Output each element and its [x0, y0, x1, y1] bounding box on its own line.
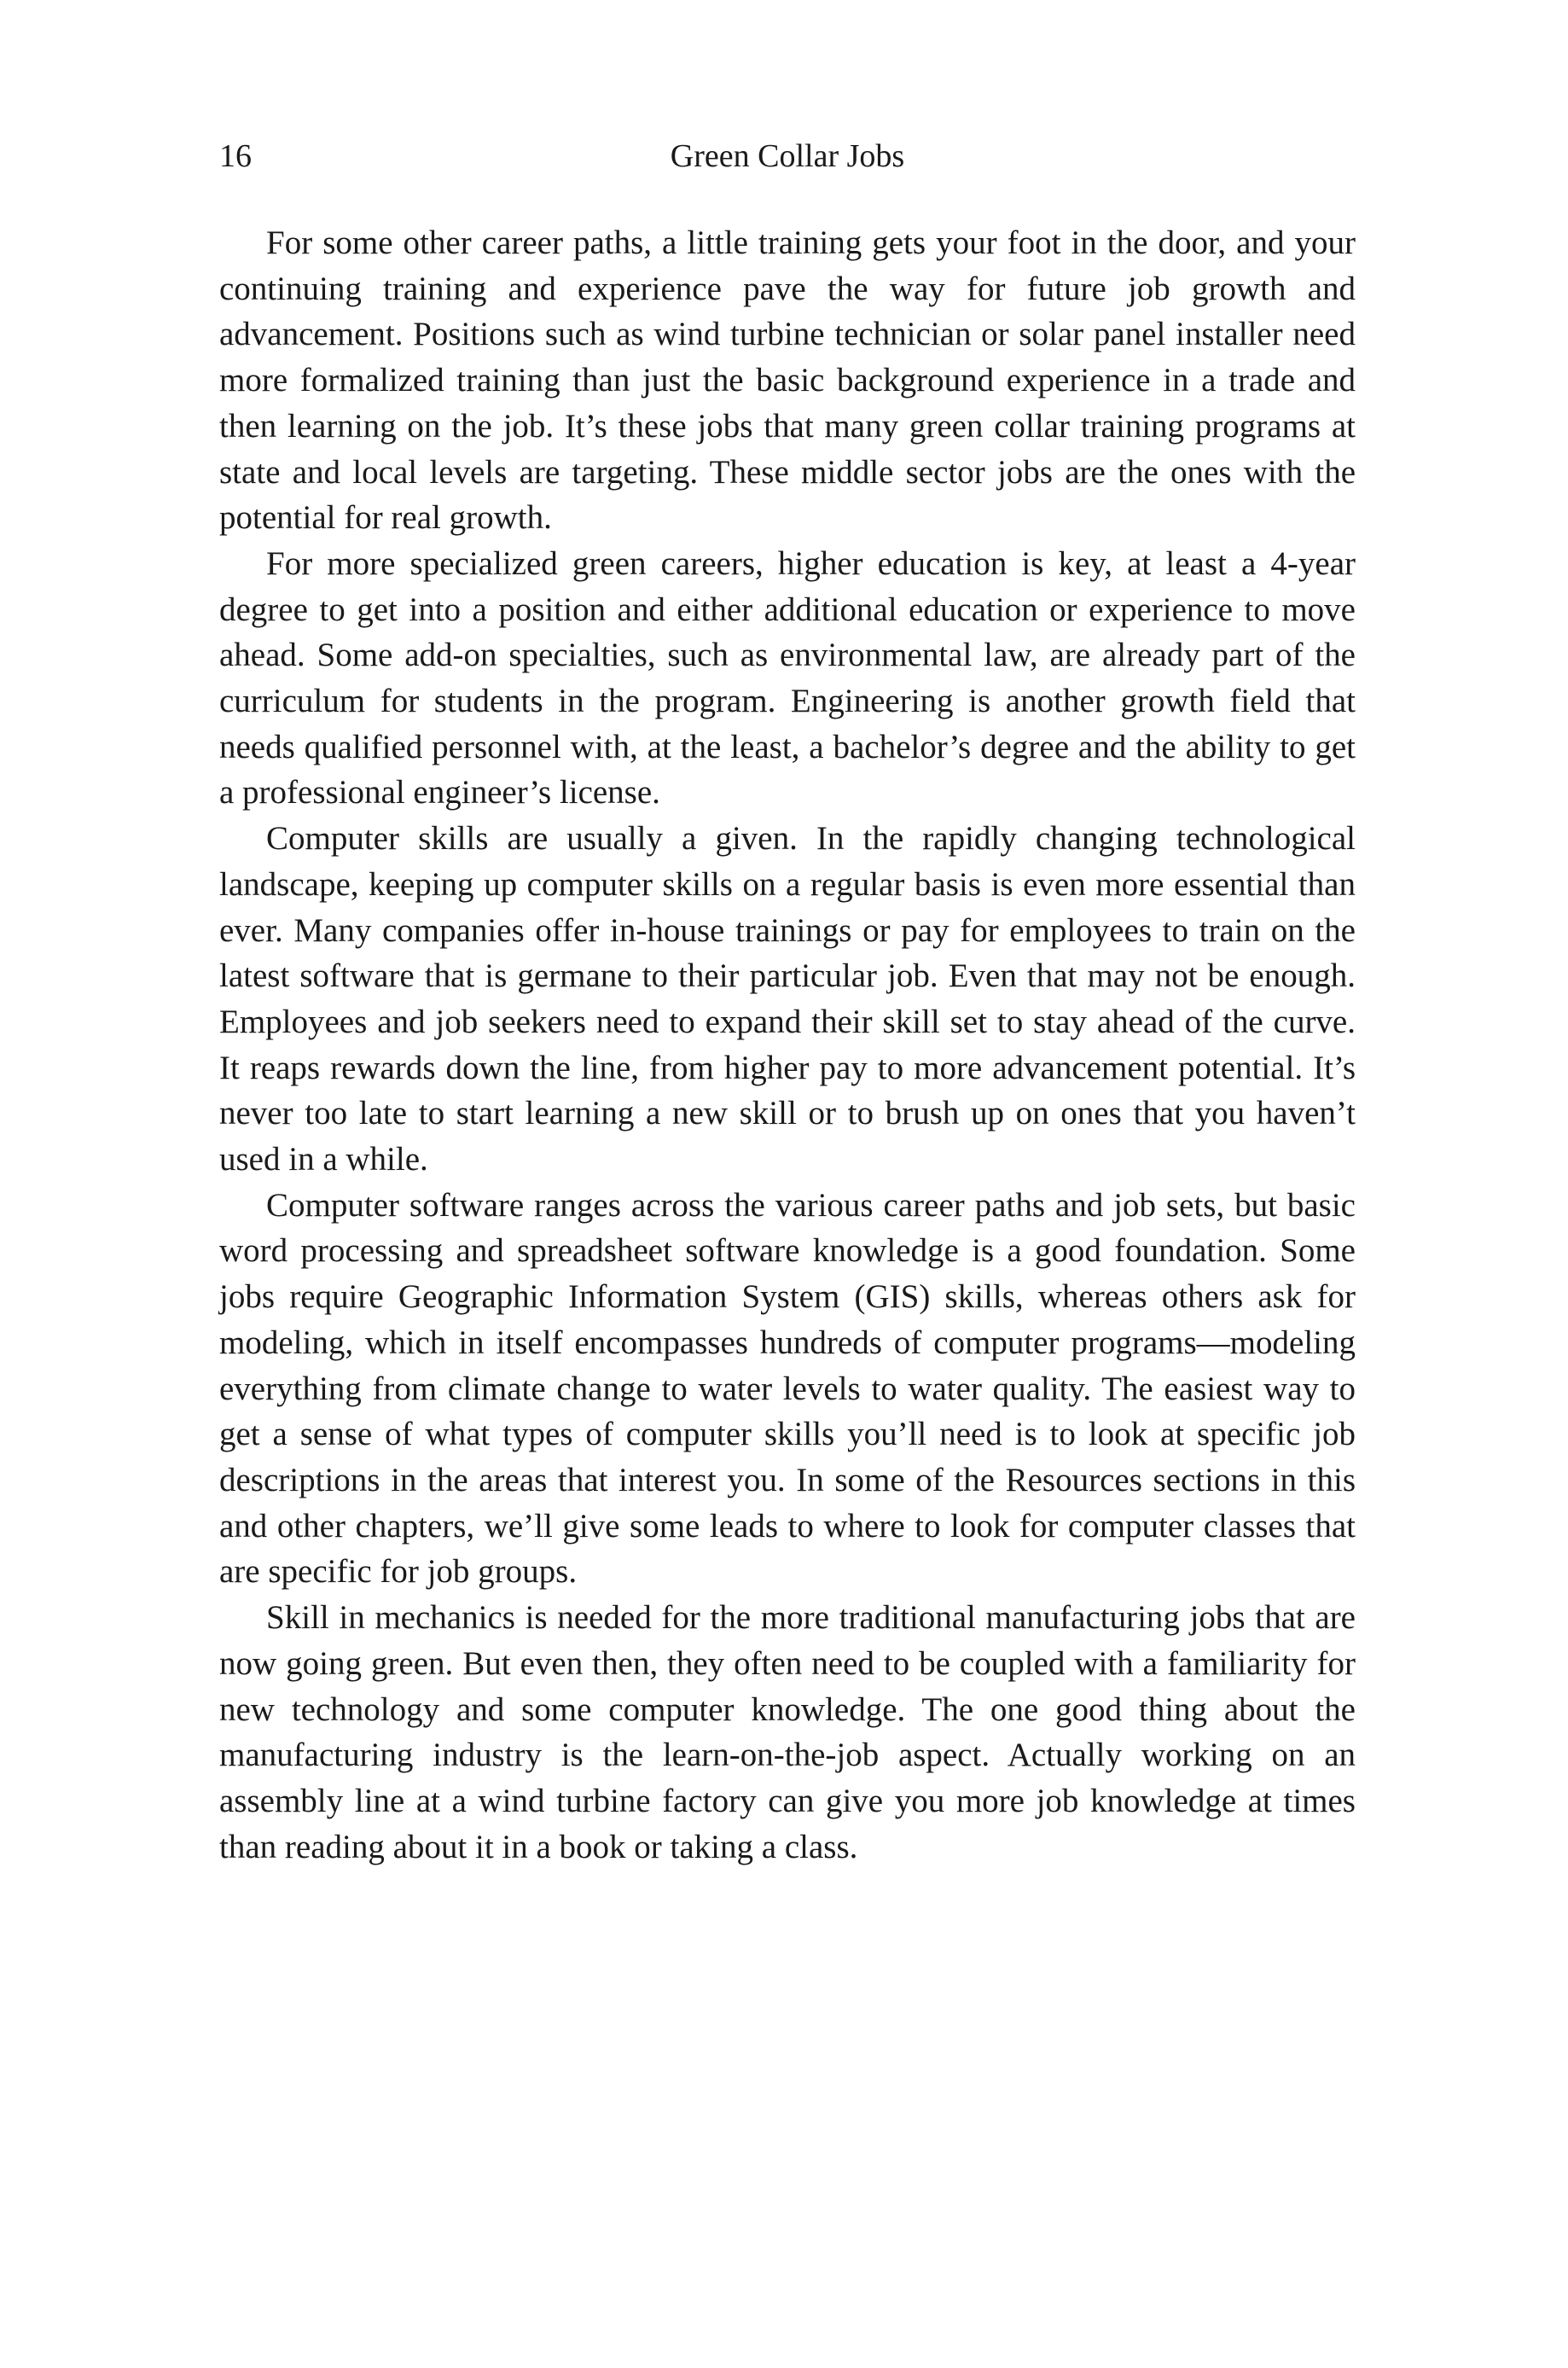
paragraph: Skill in mechanics is needed for the more traditional manufacturing jobs that are now going green. But even then, they often need to be coupled with a familiarity for new technology and some computer knowledge. The one good thing about the manufacturing industry is the learn-on-the-job aspect. Actually working on an assembly line at a wind turbine factory can give you more job knowledge at times than reading about it in a book or taking a class. — [219, 1599, 1356, 1865]
paragraph: For more specialized green careers, higher education is key, at least a 4-year degree to get into a position and either additional education or experience to move ahead. Some add-on specialties, such as environmental law, are already part of the curriculum for students in the program. Engineering is another growth field that needs qualified personnel with, at the least, a bachelor’s degree and the ability to get a professional engineer’s license. — [219, 544, 1356, 812]
paragraph: For some other career paths, a little training gets your foot in the door, and your continuing training and experience pave the way for future job growth and advancement. Positions such as wind turbine technician or solar panel installer need more formalized training than just the basic background experience in a trade and then learning on the job. It’s these jobs that many green collar training programs at state and local levels are targeting. These middle sector jobs are the ones with the potential for real growth. — [219, 224, 1356, 537]
paragraph: Computer software ranges across the various career paths and job sets, but basic word processing and spreadsheet software knowledge is a good foundation. Some jobs require Geographic Information System (GIS) skills, whereas others ask for modeling, which in itself encompasses hundreds of computer programs—modeling everything from climate change to water levels to water quality. The easiest way to get a sense of what types of computer skills you’ll need is to look at specific job descriptions in the areas that interest you. In some of the Resources sections in this and other chapters, we’ll give some leads to where to look for computer classes that are specific for job groups. — [219, 1186, 1356, 1591]
running-head — [219, 135, 1356, 177]
paragraph: Computer skills are usually a given. In the rapidly changing technological landscape, keeping up computer skills on a regular basis is even more essential than ever. Many companies offer in-house trainings or pay for employees to train on the latest software that is germane to their particular job. Even that may not be enough. Employees and job seekers need to expand their skill set to stay ahead of the curve. It reaps rewards down the line, from higher pay to more advancement potential. It’s never too late to start learning a new skill or to brush up on ones that you haven’t used in a while. — [219, 820, 1356, 1178]
page-number: 16 — [219, 138, 252, 174]
running-title: Green Collar Jobs — [670, 138, 905, 174]
body-text — [219, 220, 1356, 1870]
